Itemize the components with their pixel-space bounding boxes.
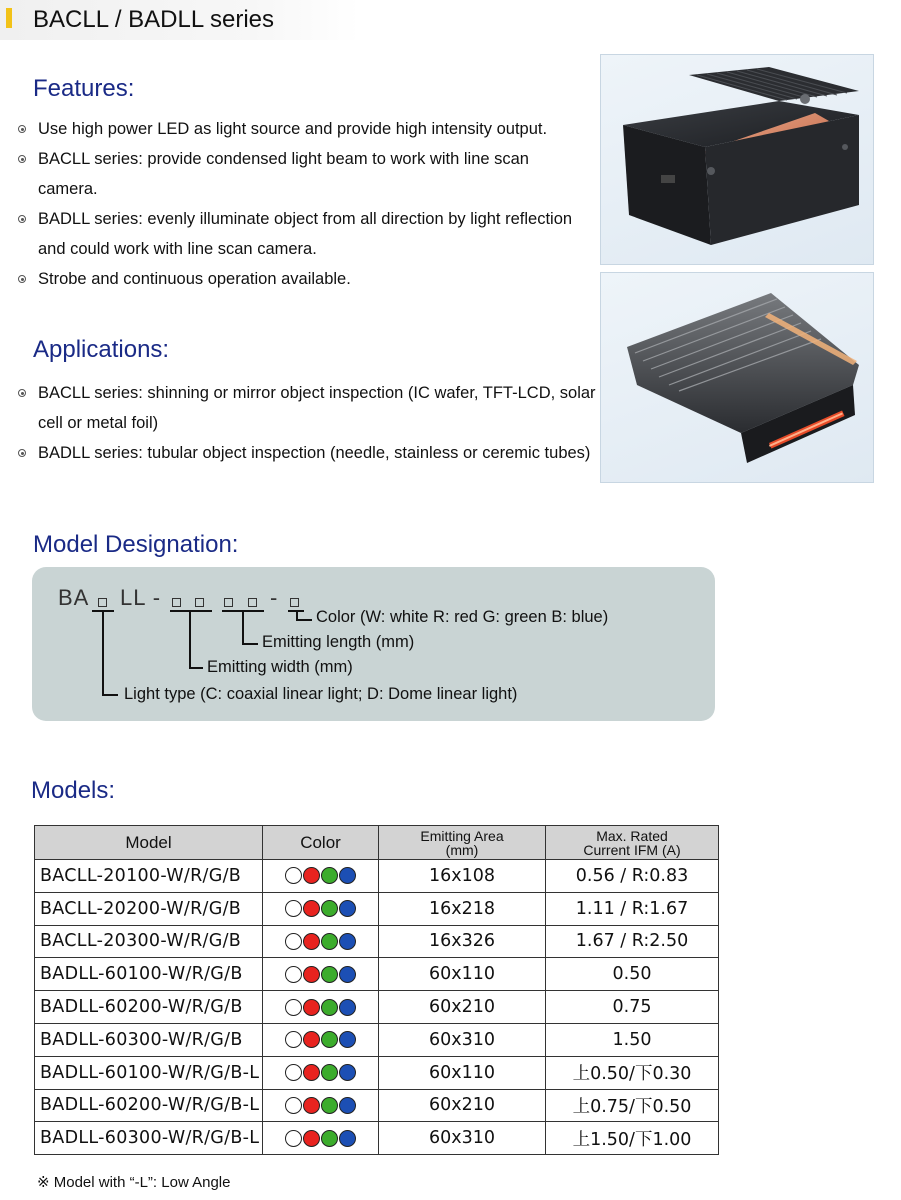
color-options	[263, 958, 379, 991]
coaxial-linear-light-photo	[600, 54, 874, 265]
color-dot-icon	[321, 966, 338, 983]
footnote: ※ Model with “-L”: Low Angle	[37, 1174, 231, 1191]
width-placeholder	[172, 598, 181, 607]
list-item: BACLL series: provide condensed light beam to work with line scan camera.	[18, 144, 593, 204]
color-dot-icon	[303, 933, 320, 950]
model-name: BADLL-60300-W/R/G/B	[35, 1023, 263, 1056]
code-prefix: BA	[58, 585, 90, 610]
color-dot-icon	[303, 999, 320, 1016]
max-current: 0.56 / R:0.83	[546, 860, 719, 893]
color-dot-icon	[339, 966, 356, 983]
color-dots	[285, 1064, 357, 1081]
color-dot-icon	[321, 1130, 338, 1147]
max-current: 0.50	[546, 958, 719, 991]
features-list	[18, 114, 593, 294]
color-dot-icon	[303, 1031, 320, 1048]
color-options	[263, 892, 379, 925]
width-label: Emitting width (mm)	[207, 658, 353, 676]
color-options	[263, 1023, 379, 1056]
model-name: BADLL-60100-W/R/G/B-L	[35, 1056, 263, 1089]
table-row	[35, 1089, 719, 1122]
list-item: BADLL series: tubular object inspection (needle, stainless or ceremic tubes)	[18, 438, 603, 468]
table-row	[35, 991, 719, 1024]
color-dots	[285, 900, 357, 917]
type-label: Light type (C: coaxial linear light; D: Dome linear light)	[124, 685, 518, 703]
leader-line	[242, 611, 244, 643]
max-current: 上0.75/下0.50	[546, 1089, 719, 1122]
color-dots	[285, 933, 357, 950]
color-dot-icon	[303, 1097, 320, 1114]
leader-line	[296, 611, 298, 619]
leader-line	[242, 643, 258, 645]
emitting-area: 60x310	[379, 1122, 546, 1155]
color-dot-icon	[339, 900, 356, 917]
table-row	[35, 1056, 719, 1089]
color-dots	[285, 999, 357, 1016]
table-row	[35, 892, 719, 925]
models-title: Models:	[31, 777, 116, 804]
header-marker	[6, 8, 12, 28]
header-max-current: Max. Rated Current IFM (A)	[546, 826, 719, 860]
color-options	[263, 1089, 379, 1122]
color-dot-icon	[285, 1031, 302, 1048]
designation-title: Model Designation:	[33, 531, 239, 558]
leader-line	[102, 694, 118, 696]
bullet-icon	[18, 125, 26, 133]
header-emitting-area: Emitting Area (mm)	[379, 826, 546, 860]
leader-line	[102, 611, 104, 694]
leader-line	[189, 611, 191, 667]
bullet-icon	[18, 389, 26, 397]
model-name: BACLL-20200-W/R/G/B	[35, 892, 263, 925]
underline	[170, 610, 212, 612]
table-row	[35, 958, 719, 991]
header-model: Model	[35, 826, 263, 860]
length-placeholder	[224, 598, 233, 607]
list-item: Strobe and continuous operation available.	[18, 264, 593, 294]
color-dot-icon	[321, 900, 338, 917]
color-placeholder	[290, 598, 299, 607]
color-dot-icon	[321, 999, 338, 1016]
color-dot-icon	[339, 1031, 356, 1048]
features-title: Features:	[33, 75, 135, 102]
applications-list	[18, 378, 603, 468]
type-placeholder	[98, 598, 107, 607]
emitting-area: 16x326	[379, 925, 546, 958]
model-name: BADLL-60200-W/R/G/B-L	[35, 1089, 263, 1122]
header-color: Color	[263, 826, 379, 860]
leader-line	[296, 619, 312, 621]
color-dot-icon	[303, 900, 320, 917]
list-item: BADLL series: evenly illuminate object from all direction by light reflection and could work with line scan camera.	[18, 204, 593, 264]
color-dot-icon	[303, 1130, 320, 1147]
model-name: BACLL-20100-W/R/G/B	[35, 860, 263, 893]
color-dot-icon	[303, 867, 320, 884]
emitting-area: 60x110	[379, 1056, 546, 1089]
max-current: 1.50	[546, 1023, 719, 1056]
bullet-icon	[18, 215, 26, 223]
max-current: 上1.50/下1.00	[546, 1122, 719, 1155]
color-dot-icon	[285, 999, 302, 1016]
page-title: BACLL / BADLL series	[33, 6, 274, 33]
code-dash: -	[270, 585, 279, 610]
model-name: BADLL-60300-W/R/G/B-L	[35, 1122, 263, 1155]
table-row	[35, 860, 719, 893]
emitting-area: 60x210	[379, 991, 546, 1024]
color-label: Color (W: white R: red G: green B: blue)	[316, 608, 609, 626]
leader-line	[189, 667, 203, 669]
bullet-icon	[18, 275, 26, 283]
color-dot-icon	[339, 999, 356, 1016]
table-header-row	[35, 826, 719, 860]
color-dot-icon	[321, 867, 338, 884]
color-options	[263, 1122, 379, 1155]
model-name: BADLL-60200-W/R/G/B	[35, 991, 263, 1024]
color-dots	[285, 1130, 357, 1147]
max-current: 上0.50/下0.30	[546, 1056, 719, 1089]
color-dot-icon	[303, 966, 320, 983]
color-dot-icon	[321, 1031, 338, 1048]
code-mid: LL -	[120, 585, 162, 610]
applications-title: Applications:	[33, 336, 170, 363]
model-name: BADLL-60100-W/R/G/B	[35, 958, 263, 991]
color-dot-icon	[321, 933, 338, 950]
color-dot-icon	[285, 1130, 302, 1147]
color-dot-icon	[339, 1064, 356, 1081]
length-placeholder	[248, 598, 257, 607]
color-dot-icon	[339, 933, 356, 950]
emitting-area: 60x310	[379, 1023, 546, 1056]
color-dot-icon	[339, 1130, 356, 1147]
length-label: Emitting length (mm)	[262, 633, 415, 651]
emitting-area: 16x218	[379, 892, 546, 925]
color-dots	[285, 1097, 357, 1114]
color-options	[263, 991, 379, 1024]
color-dot-icon	[285, 1097, 302, 1114]
width-placeholder	[195, 598, 204, 607]
max-current: 1.11 / R:1.67	[546, 892, 719, 925]
color-dot-icon	[339, 867, 356, 884]
bullet-icon	[18, 155, 26, 163]
color-dot-icon	[285, 867, 302, 884]
table-row	[35, 925, 719, 958]
color-options	[263, 925, 379, 958]
color-dot-icon	[285, 1064, 302, 1081]
emitting-area: 60x210	[379, 1089, 546, 1122]
coaxial-light-icon	[601, 55, 873, 264]
list-item: BACLL series: shinning or mirror object inspection (IC wafer, TFT-LCD, solar cell or metal foil)	[18, 378, 603, 438]
emitting-area: 16x108	[379, 860, 546, 893]
emitting-area: 60x110	[379, 958, 546, 991]
color-dot-icon	[285, 966, 302, 983]
color-dots	[285, 966, 357, 983]
models-table	[34, 825, 719, 1155]
color-dot-icon	[285, 900, 302, 917]
bullet-icon	[18, 449, 26, 457]
table-row	[35, 1122, 719, 1155]
color-dot-icon	[285, 933, 302, 950]
dome-linear-light-photo	[600, 272, 874, 483]
table-row	[35, 1023, 719, 1056]
color-dot-icon	[321, 1064, 338, 1081]
max-current: 1.67 / R:2.50	[546, 925, 719, 958]
color-dots	[285, 867, 357, 884]
model-name: BACLL-20300-W/R/G/B	[35, 925, 263, 958]
color-dot-icon	[303, 1064, 320, 1081]
color-options	[263, 860, 379, 893]
color-dots	[285, 1031, 357, 1048]
max-current: 0.75	[546, 991, 719, 1024]
list-item: Use high power LED as light source and provide high intensity output.	[18, 114, 593, 144]
color-dot-icon	[321, 1097, 338, 1114]
designation-diagram	[32, 567, 715, 721]
color-dot-icon	[339, 1097, 356, 1114]
dome-light-icon	[601, 273, 873, 482]
color-options	[263, 1056, 379, 1089]
